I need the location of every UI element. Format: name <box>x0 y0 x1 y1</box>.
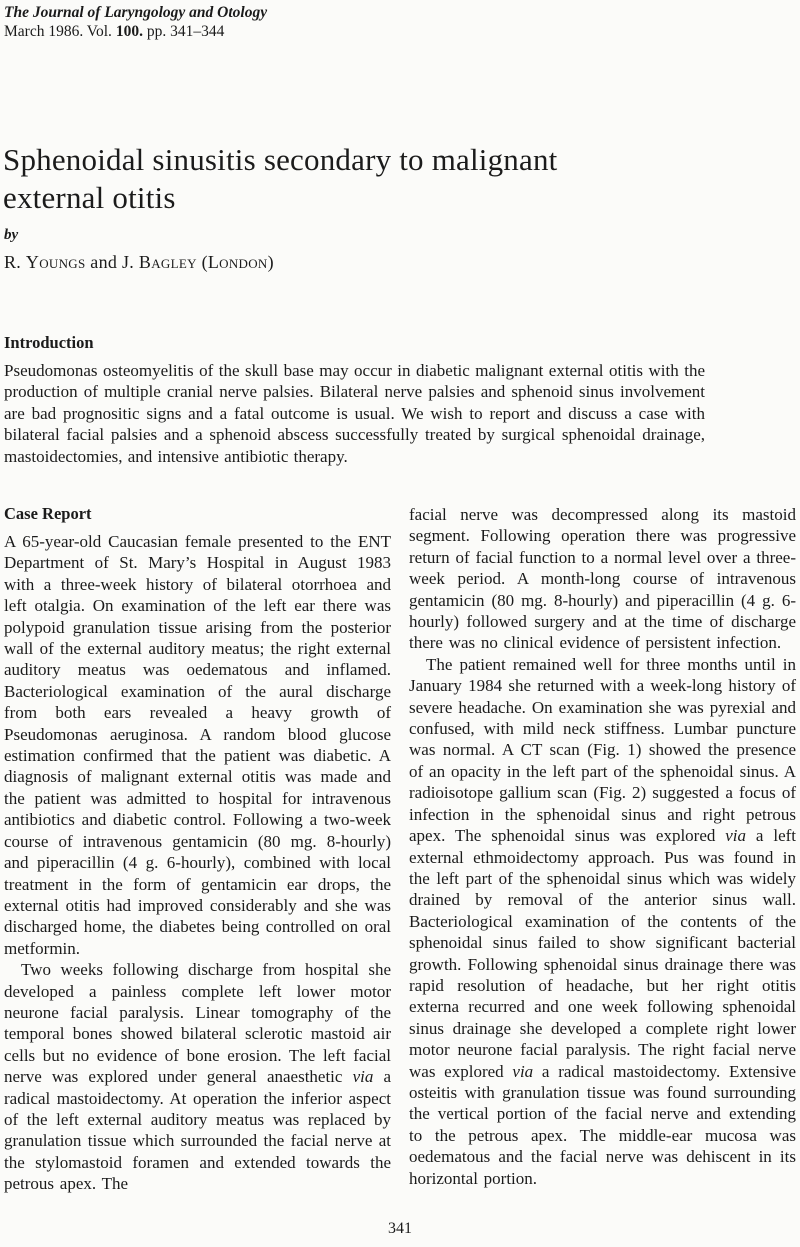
introduction-text: Pseudomonas osteomyelitis of the skull base may occur in diabetic malignant external otitis with the production of multiple cranial nerve palsies. Bilateral nerve palsies and sphenoid sinus involvement are bad prognositic signs and a fatal outcome is usual. We wish to report and discuss a case with bilateral facial palsies and a sphenoid abscess successfully treated by surgical sphenoidal drainage, mastoidectomies, and intensive antibiotic therapy. <box>4 361 705 466</box>
journal-name: The Journal of Laryngology and Otology <box>4 4 268 21</box>
column-right-text <box>409 504 796 1189</box>
authors: R. Youngs and J. Bagley (London) <box>4 252 274 272</box>
paragraph: facial nerve was decompressed along its mastoid segment. Following operation there was progressive return of facial function to a normal level over a three-week period. A month-long course of intravenous gentamicin (80 mg. 8-hourly) and piperacillin (4 g. 6-hourly) followed surgery and at the time of discharge there was no clinical evidence of persistent infection. <box>409 505 796 653</box>
paragraph: The patient remained well for three months until in January 1984 she returned with a week-long history of severe headache. On examination she was pyrexial and confused, with mild neck stiffness. Lumbar puncture was normal. A CT scan (Fig. 1) showed the presence of an opacity in the left part of the sphenoidal sinus. A radioisotope gallium scan (Fig. 2) suggested a focus of infection in the sphenoidal sinus and right petrous apex. The sphenoidal sinus was explored via a left external ethmoidectomy approach. Pus was found in the left part of the sphenoidal sinus which was widely drained by removal of the anterior sinus wall. Bacteriological examination of the contents of the sphenoidal sinus failed to show significant bacterial growth. Following sphenoidal sinus drainage there was rapid resolution of headache, but her right otitis externa recurred and one week following sphenoidal sinus drainage she developed a complete right lower motor neurone facial paralysis. The right facial nerve was explored via a radical mastoidectomy. Extensive osteitis with granulation tissue was found surrounding the vertical portion of the facial nerve and extending to the petrous apex. The middle-ear mucosa was oedematous and the facial nerve was dehiscent in its horizontal portion. <box>409 654 797 1188</box>
article-title: Sphenoidal sinusitis secondary to malignant external otitis <box>3 142 558 215</box>
byline-label: by <box>4 227 19 243</box>
introduction-section <box>4 333 705 467</box>
journal-masthead <box>4 3 267 41</box>
case-report-heading: Case Report <box>4 504 92 523</box>
introduction-heading: Introduction <box>4 333 94 352</box>
case-report-section <box>4 504 796 1195</box>
journal-issue-line: March 1986. Vol. 100. pp. 341–344 <box>4 23 225 40</box>
paragraph: Two weeks following discharge from hospital she developed a painless complete left lower motor neurone facial paralysis. Linear tomography of the temporal bones showed bilateral sclerotic mastoid air cells but no evidence of bone erosion. The left facial nerve was explored under general anaesthetic via a radical mastoidectomy. At operation the inferior aspect of the left external auditory meatus was replaced by granulation tissue which surrounded the facial nerve at the stylomastoid foramen and extended towards the petrous apex. The <box>4 960 391 1194</box>
column-left-text <box>4 531 391 1195</box>
column-left <box>4 504 391 1195</box>
page-number: 341 <box>388 1220 412 1237</box>
paragraph: A 65-year-old Caucasian female presented to the ENT Department of St. Mary’s Hospital in August 1983 with a three-week history of bilateral otorrhoea and left otalgia. On examination of the left ear there was polypoid granulation tissue arising from the posterior wall of the external auditory meatus; the right external auditory meatus was oedematous and inflamed. Bacteriological examination of the aural discharge from both ears revealed a heavy growth of Pseudomonas aeruginosa. A random blood glucose estimation confirmed that the patient was diabetic. A diagnosis of malignant external otitis was made and the patient was admitted to hospital for intravenous antibiotics and diabetic control. Following a two-week course of intravenous gentamicin (80 mg. 8-hourly) and piperacillin (4 g. 6-hourly), combined with local treatment in the form of gentamicin ear drops, the external otitis had improved considerably and she was discharged home, the diabetes being controlled on oral metformin. <box>4 532 391 958</box>
column-right <box>409 504 796 1195</box>
